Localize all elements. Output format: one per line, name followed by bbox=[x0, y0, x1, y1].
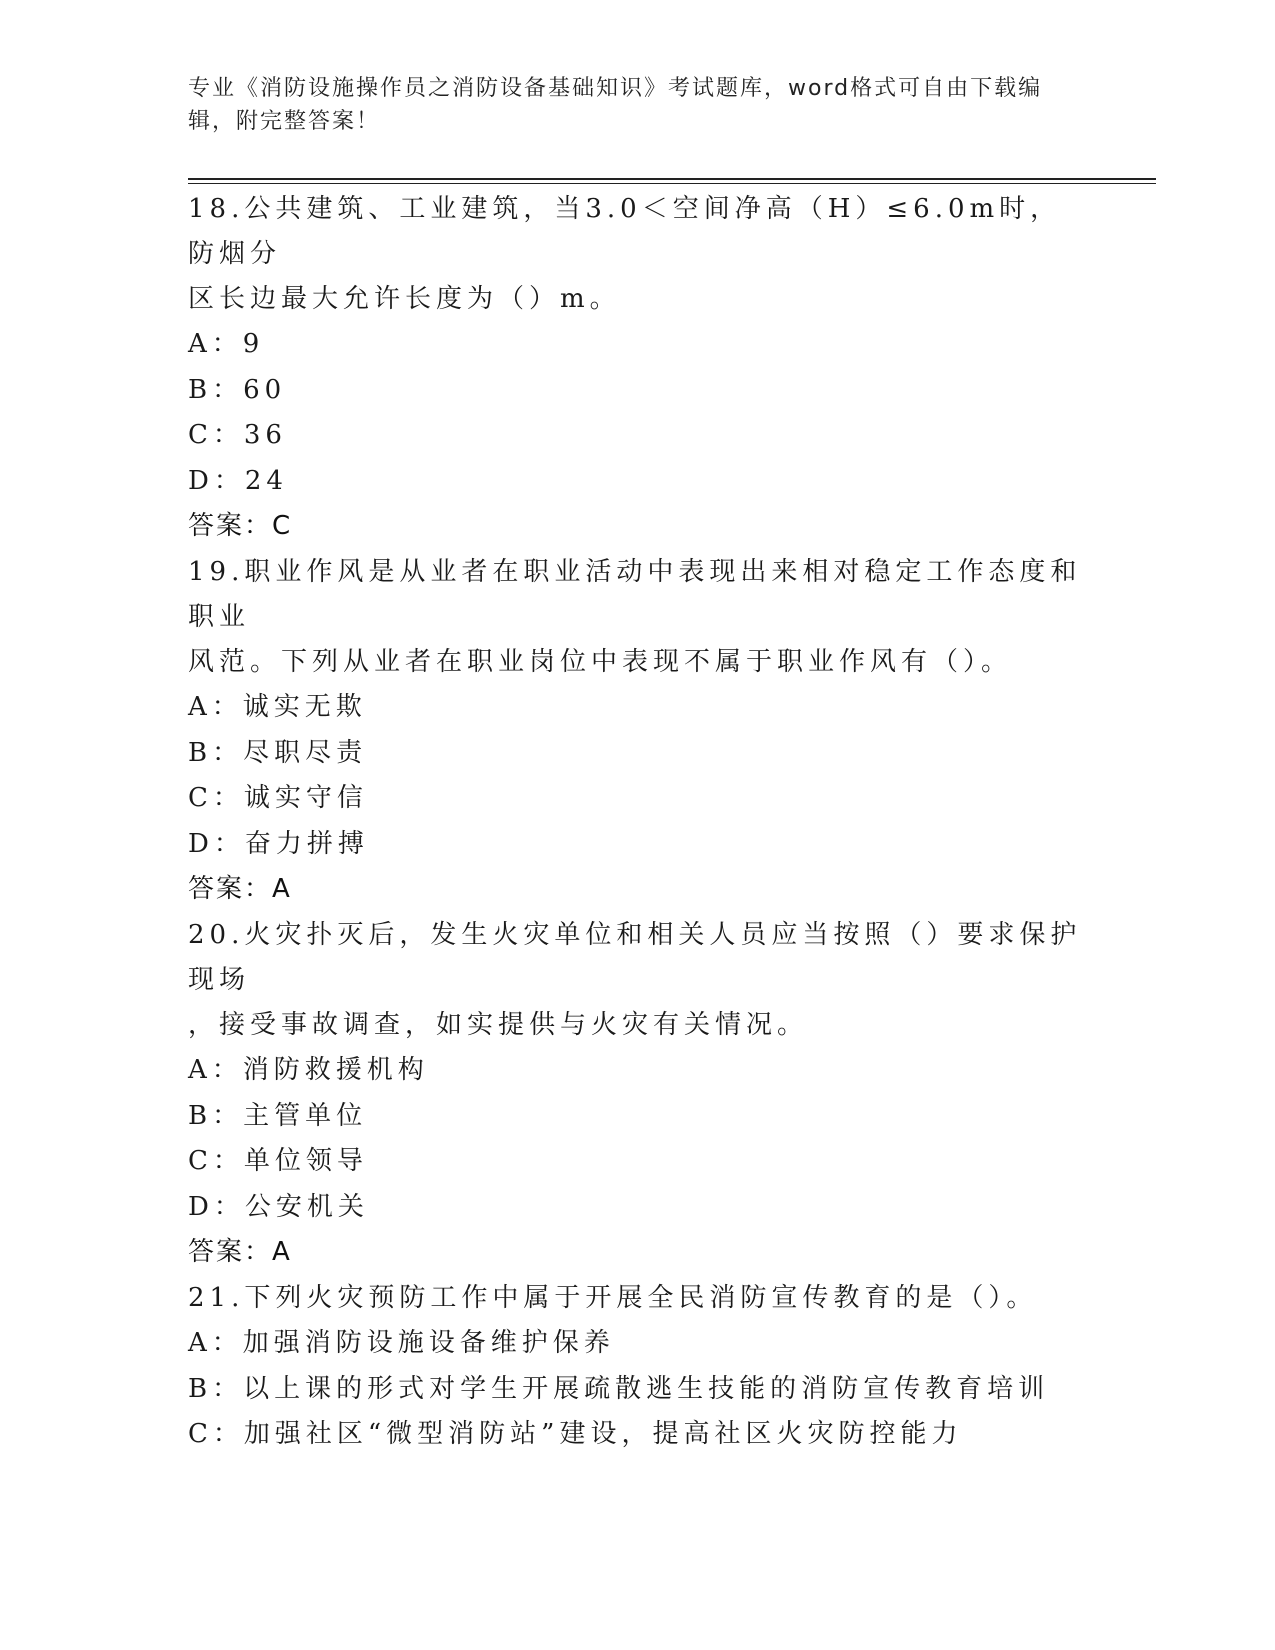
answer: 答案：C bbox=[188, 511, 293, 541]
option-c: C：诚实守信 bbox=[188, 783, 368, 813]
option-c: C：36 bbox=[188, 420, 287, 450]
question-text-line-1: 21.下列火灾预防工作中属于开展全民消防宣传教育的是（）。 bbox=[188, 1283, 1038, 1313]
question-text-line-2: 区长边最大允许长度为（）m。 bbox=[188, 284, 621, 314]
header-divider-thin bbox=[188, 183, 1156, 184]
option-d: D：奋力拼搏 bbox=[188, 828, 369, 859]
option-c: C：加强社区“微型消防站”建设，提高社区火灾防控能力 bbox=[188, 1419, 963, 1449]
question-text-line-2: ，接受事故调查，如实提供与火灾有关情况。 bbox=[188, 1010, 809, 1040]
option-a: A：9 bbox=[188, 329, 265, 359]
question-19 bbox=[188, 550, 1088, 912]
option-d: D：24 bbox=[188, 465, 288, 496]
option-d: D：公安机关 bbox=[188, 1191, 369, 1222]
question-20 bbox=[188, 913, 1088, 1275]
question-text-line-1: 19.职业作风是从业者在职业活动中表现出来相对稳定工作态度和职业 bbox=[188, 557, 1082, 632]
option-c: C：单位领导 bbox=[188, 1146, 368, 1176]
document-header bbox=[188, 72, 1088, 138]
option-a: A：加强消防设施设备维护保养 bbox=[188, 1328, 615, 1358]
question-21 bbox=[188, 1276, 1088, 1458]
option-b: B：60 bbox=[188, 374, 287, 405]
header-line-1: 专业《消防设施操作员之消防设备基础知识》考试题库，word格式可自由下载编 bbox=[188, 76, 1043, 101]
question-text-line-1: 18.公共建筑、工业建筑，当3.0＜空间净高（H）≤6.0m时，防烟分 bbox=[188, 194, 1062, 269]
question-18 bbox=[188, 187, 1088, 549]
answer: 答案：A bbox=[188, 874, 292, 904]
option-b: B：主管单位 bbox=[188, 1100, 368, 1131]
question-text-line-2: 风范。下列从业者在职业岗位中表现不属于职业作风有（）。 bbox=[188, 647, 1013, 677]
option-b: B：以上课的形式对学生开展疏散逃生技能的消防宣传教育培训 bbox=[188, 1373, 1050, 1404]
header-divider bbox=[188, 178, 1156, 180]
option-a: A：诚实无欺 bbox=[188, 692, 367, 722]
option-a: A：消防救援机构 bbox=[188, 1055, 429, 1085]
header-line-2: 辑，附完整答案！ bbox=[188, 109, 381, 134]
option-b: B：尽职尽责 bbox=[188, 737, 368, 768]
question-text-line-1: 20.火灾扑灭后，发生火灾单位和相关人员应当按照（）要求保护现场 bbox=[188, 920, 1082, 995]
answer: 答案：A bbox=[188, 1237, 292, 1267]
